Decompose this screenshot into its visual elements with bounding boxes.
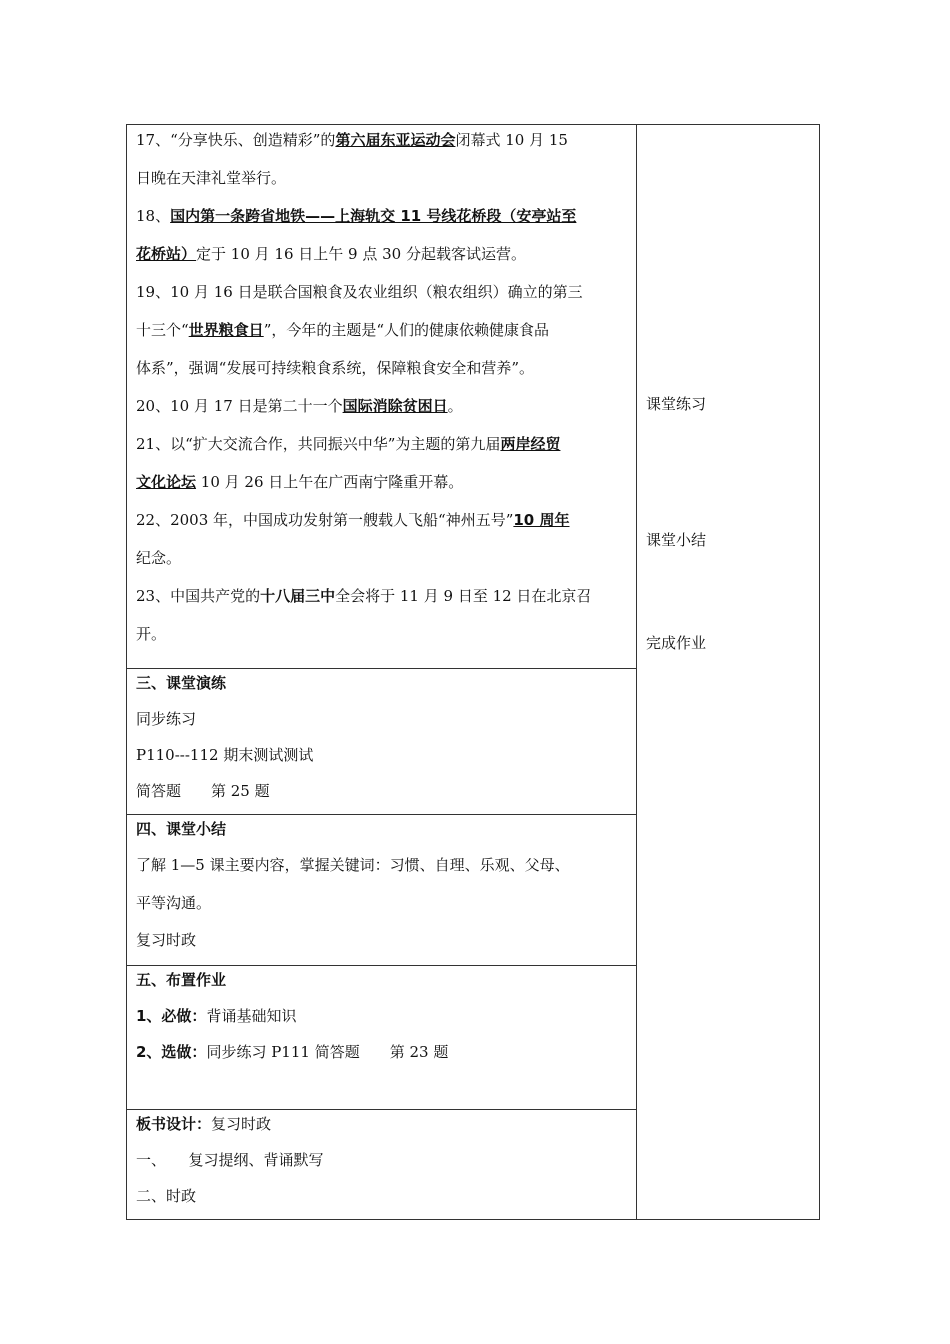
summary-section: 四、课堂小结 了解 1—5 课主要内容，掌握关键词：习惯、自理、乐观、父母、 平等沟通。 复习时政 bbox=[136, 820, 570, 949]
side-label-summary: 课堂小结 bbox=[646, 531, 707, 549]
homework-section: 五、布置作业 1、必做：背诵基础知识 2、选做：同步练习 P111 简答题 第 23 题 bbox=[136, 971, 449, 1061]
lesson-table bbox=[126, 124, 820, 1220]
board-design-section: 板书设计：复习时政 一、 复习提纲、背诵默写 二、时政 bbox=[136, 1115, 324, 1205]
side-label-practice: 课堂练习 bbox=[646, 395, 707, 413]
practice-section: 三、课堂演练 同步练习 P110---112 期末测试测试 简答题 第 25 题 bbox=[136, 674, 314, 800]
summary-heading: 四、课堂小结 bbox=[136, 820, 227, 838]
practice-heading: 三、课堂演练 bbox=[136, 674, 227, 692]
homework-heading: 五、布置作业 bbox=[136, 971, 227, 989]
side-label-homework: 完成作业 bbox=[646, 634, 707, 652]
current-affairs-section: 17、“分享快乐、创造精彩”的第六届东亚运动会闭幕式 10 月 15 日晚在天津礼堂举行。 18、国内第一条跨省地铁——上海轨交 11 号线花桥段（安亭站至 花桥站）定于 10 月 16 日上午 9 点 30 分起载客试运营。 19、10 月 16 日是联合国粮食及农业组织（粮农组织）确立的第三 十三个“世界粮食日”，今年的主题是“人们的健康依赖健康食品 体系”，强调“发展可持续粮食系统，保障粮食安全和营养”。 20、10 月 17 日是第二十一个国际消除贫困日。 21、以“扩大交流合作，共同振兴中华”为主题的第九届两岸经贸 文化论坛 10 月 26 日上午在广西南宁隆重开幕。 22、2003 年，中国成功发射第一艘载人飞船“神州五号”10 周年 纪念。 23、中国共产党的十八届三中全会将于 11 月 9 日至 12 日在北京召 开。 bbox=[136, 131, 592, 643]
column-divider bbox=[636, 125, 637, 1219]
